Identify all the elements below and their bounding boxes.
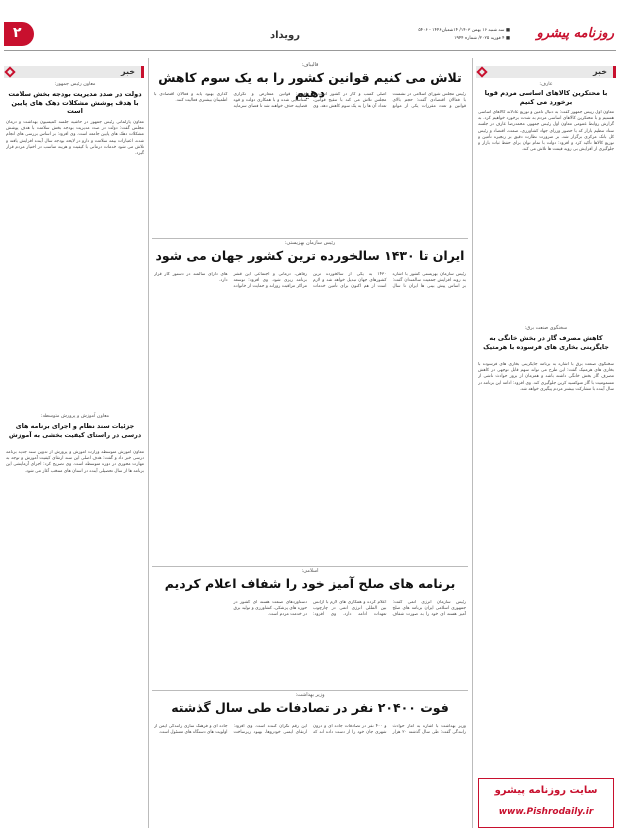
article-4-kicker: وزیر بهداشت: <box>295 692 325 698</box>
divider-left <box>148 58 149 828</box>
left-body-2: معاون آموزش متوسطه وزارت آموزش و پرورش از تدوین سند جدید برنامه درسی خبر داد و گفت: هدف اصلی این سند ارتقای کیفیت آموزش و توجه به مهارت محوری در دوره متوسطه است. وی تصریح کرد: اجرای آزمایشی این برنامه ها از سال تحصیلی آینده در استان های منتخب آغاز می شود. <box>6 450 144 474</box>
right-body: معاون اول رییس جمهور گفت: به دنبال تأمین و توزیع عادلانه کالاهای اساسی هستیم و با محتکرین کالاهای اساسی مردم به شدت برخورد خواهیم کرد. به گزارش روابط عمومی معاون اول رئیس جمهور، محمدرضا عارف در جلسه ستاد تنظیم بازار که با حضور وزرای جهاد کشاورزی، صمت، اقتصاد و رئیس کل بانک مرکزی برگزار شد، بر ضرورت نظارت دقیق بر زنجیره تأمین و توزیع کالاها تأکید کرد و افزود: دولت با تمام توان برای حفظ ثبات بازار و جلوگیری از افزایش بی رویه قیمت ها تلاش می کند. <box>478 110 614 153</box>
site-ad-box <box>478 778 614 828</box>
article-4-headline: فوت ۲۰۴۰۰ نفر در تصادفات طی سال گذشته <box>171 700 449 715</box>
right-section-label: خبر <box>592 67 607 76</box>
page-number-badge <box>4 22 34 46</box>
right-kicker-2: سخنگوی صنعت برق: <box>524 326 568 331</box>
article-4-body: وزیر بهداشت با اشاره به آمار حوادث رانندگی گفت: طی سال گذشته ۲۰ هزار و ۴۰۰ نفر در تصادفات جاده ای و درون شهری جان خود را از دست داده اند که این رقم نگران کننده است. وی افزود: ارتقای ایمنی خودروها، بهبود زیرساخت جاده ای و فرهنگ سازی رانندگی ایمن از اولویت های دستگاه های مسئول است. <box>154 724 466 736</box>
date-line-1: ■ سه شنبه ۱۶ بهمن ۱۴۰۳/ ۱۴شعبان۱۴۴۶ - ۵۴۰۶ <box>418 28 510 33</box>
right-headline: با محتکرین کالاهای اساسی مردم قویا برخورد می کنیم <box>484 89 608 106</box>
left-section-label: خبر <box>120 67 135 76</box>
right-kicker: عارف: <box>539 82 553 87</box>
article-2-kicker: رئیس سازمان بهزیستی: <box>284 240 336 246</box>
left-body: معاون پارلمانی رئیس جمهور در حاشیه جلسه کمیسیون بهداشت و درمان مجلس گفت: دولت در صدد مدیریت بودجه بخش سلامت با هدف پوشش مشکلات دهک های پایین جامعه است. وی افزود: بر اساس بررسی های انجام شده، اعتبارات بیمه سلامت و دارو در لایحه بودجه سال آینده افزایش یافته و تلاش می شود خدمات درمانی با کیفیت و هزینه مناسب در اختیار مردم قرار گیرد. <box>6 120 144 157</box>
left-kicker-2: معاون آموزش و پرورش متوسطه: <box>40 414 110 419</box>
right-section-bar <box>476 66 616 78</box>
article-3-rule <box>152 690 468 691</box>
section-title: رویداد <box>269 30 301 41</box>
article-3-body: رئیس سازمان انرژی اتمی گفت: جمهوری اسلامی ایران برنامه های صلح آمیز هسته ای خود را به صورت شفاف اعلام کرده و همکاری های لازم با آژانس بین المللی انرژی اتمی در چارچوب تعهدات ادامه دارد. وی افزود: دستاوردهای صنعت هسته ای کشور در حوزه های پزشکی، کشاورزی و تولید برق در خدمت مردم است. <box>233 600 466 618</box>
article-3-headline: برنامه های صلح آمیز خود را شفاف اعلام کردیم <box>164 576 456 591</box>
right-headline-2: کاهش مصرف گاز در بخش خانگی به جایگزینی بخاری های فرسوده با هرمتیک <box>483 334 609 351</box>
article-3-kicker: اسلامی: <box>301 568 319 574</box>
right-body-2: سخنگوی صنعت برق با اشاره به برنامه جایگزینی بخاری های فرسوده با بخاری های هرمتیک گفت: این طرح می تواند سهم قابل توجهی در کاهش مصرف گاز بخش خانگی داشته باشد و همزمان از بروز حوادث ناشی از مسمومیت با گاز منوکسید کربن جلوگیری کند. وی افزود: ادامه این برنامه در سال آینده با مشارکت بیشتر مردم پیگیری خواهد شد. <box>478 362 614 392</box>
header <box>0 0 620 52</box>
article-2-headline: ایران تا ۱۴۳۰ سالخورده ترین کشور جهان می شود <box>155 248 465 263</box>
article-1-rule <box>152 238 468 239</box>
header-rule <box>4 50 616 51</box>
article-2-rule <box>152 566 468 567</box>
left-section-bar <box>4 66 144 78</box>
article-1-headline: تلاش می کنیم قوانین کشور را به یک سوم کاهش دهیم <box>158 70 462 100</box>
left-kicker: معاون رئیس جمهور: <box>54 82 96 87</box>
left-headline: دولت در صدد مدیریت بودجه بخش سلامت با هدف پوشش مشکلات دهک های پایین است <box>8 90 142 115</box>
article-1-body: رئیس مجلس شورای اسلامی در نشست با فعالان اقتصادی گفت: حجم بالای قوانین و تعدد مقررات یکی از موانع اصلی کسب و کار در کشور است و مجلس تلاش می کند با تنقیح قوانین، تعداد آن ها را به یک سوم کاهش دهد. وی افزود: قوانین متعارض و تکراری شناسایی شده و با همکاری دولت و قوه قضاییه حذف خواهند شد تا فضای سرمایه گذاری بهبود یابد و فعالان اقتصادی با اطمینان بیشتری فعالیت کنند. <box>154 92 466 110</box>
left-headline-2: جزئیات سند نظام و اجرای برنامه های درسی در راستای کیفیت بخشی به آموزش <box>8 422 142 439</box>
article-1-kicker: قالیباف: <box>301 62 319 68</box>
brand-logo: روزنامه پیشرو <box>536 26 614 41</box>
article-2-body: رئیس سازمان بهزیستی کشور با اشاره به روند افزایش جمعیت سالمندان گفت: بر اساس پیش بینی ها ایران تا سال ۱۴۳۰ به یکی از سالخورده ترین کشورهای جهان تبدیل خواهد شد و لازم است از هم اکنون برای تأمین خدمات رفاهی، درمانی و اجتماعی این قشر برنامه ریزی شود. وی افزود: توسعه مراکز مراقبت روزانه و حمایت از خانواده های دارای سالمند در دستور کار قرار دارد. <box>154 272 466 290</box>
page-number: ۲ <box>13 25 22 41</box>
date-line-2: ■ ۴ فوریه ۲۰۲۵/ شماره ۱۹۴۴ <box>454 36 510 41</box>
divider-right <box>472 58 473 828</box>
site-ad-url[interactable]: www.Pishrodaily.ir <box>498 807 594 817</box>
site-ad-title: سایت روزنامه پیشرو <box>494 785 598 796</box>
